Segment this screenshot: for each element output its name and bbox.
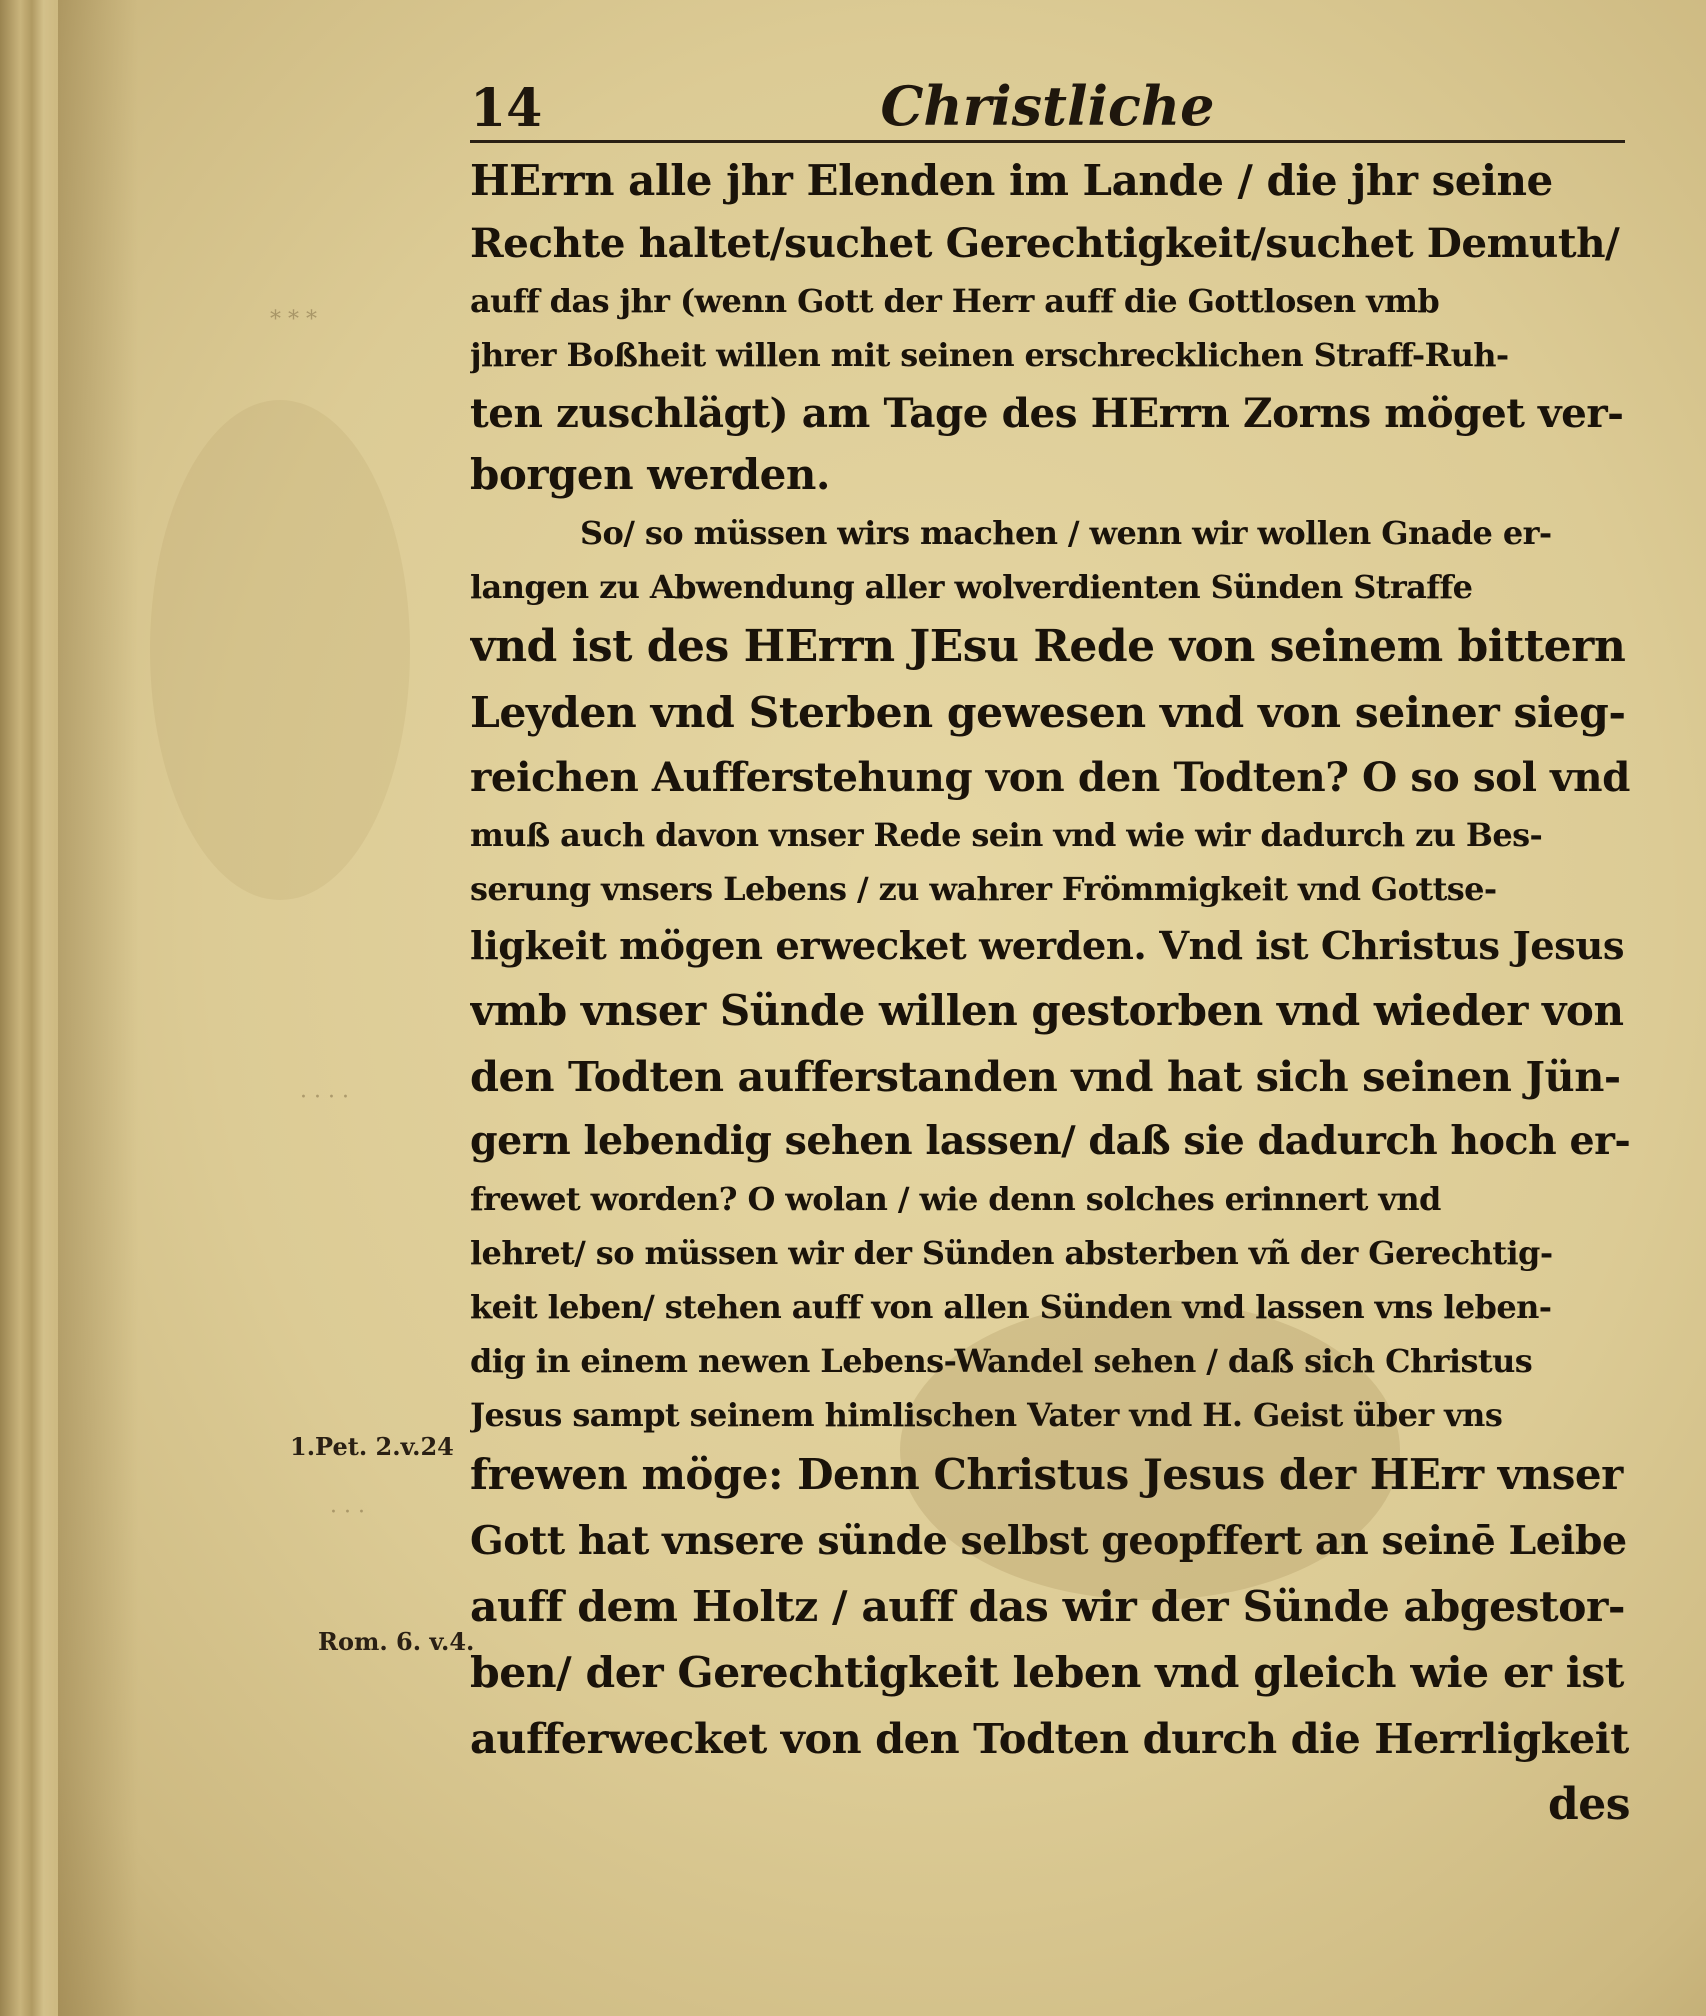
text-line: borgen werden. xyxy=(470,450,831,499)
text-line: auff dem Holtz / auff das wir der Sünde abgestor- xyxy=(470,1582,1625,1632)
text-line: gern lebendig sehen lassen/ daß sie dadurch hoch er- xyxy=(470,1118,1630,1164)
text-line: frewen möge: Denn Christus Jesus der HErr vnser xyxy=(470,1450,1623,1499)
text-line: frewet worden? O wolan / wie denn solches erinnert vnd xyxy=(470,1180,1441,1218)
text-line: lehret/ so müssen wir der Sünden absterben vñ der Gerechtig- xyxy=(470,1234,1553,1272)
text-line: muß auch davon vnser Rede sein vnd wie wir dadurch zu Bes- xyxy=(470,816,1543,854)
text-line: reichen Aufferstehung von den Todten? O so sol vnd xyxy=(470,753,1630,801)
page-number: 14 xyxy=(470,78,543,139)
text-line: ben/ der Gerechtigkeit leben vnd gleich wie er ist xyxy=(470,1648,1624,1698)
text-line: So/ so müssen wirs machen / wenn wir wollen Gnade er- xyxy=(580,514,1552,552)
text-line: vnd ist des HErrn JEsu Rede von seinem bittern xyxy=(470,621,1626,672)
text-line: auff das jhr (wenn Gott der Herr auff die Gottlosen vmb xyxy=(470,282,1440,320)
running-title: Christliche xyxy=(880,74,1215,138)
catchword: des xyxy=(1547,1779,1630,1830)
spine-shadow xyxy=(58,0,138,2016)
page-edge-left xyxy=(0,0,58,2016)
running-head xyxy=(470,70,1625,143)
text-line: Leyden vnd Sterben gewesen vnd von seiner sieg- xyxy=(470,688,1626,738)
text-line: ligkeit mögen erwecket werden. Vnd ist Christus Jesus xyxy=(470,924,1625,969)
text-line: den Todten aufferstanden vnd hat sich seinen Jün- xyxy=(470,1052,1621,1101)
show-through-text: ⁎ ⁎ ⁎ xyxy=(270,300,317,325)
margin-note-rom: Rom. 6. v.4. xyxy=(318,1627,475,1656)
text-line: HErrn alle jhr Elenden im Lande / die jhr seine xyxy=(470,156,1553,205)
show-through-text: · · · xyxy=(330,1500,365,1525)
text-line: serung vnsers Lebens / zu wahrer Frömmigkeit vnd Gottse- xyxy=(470,870,1497,908)
text-line: aufferwecket von den Todten durch die Herrligkeit xyxy=(470,1714,1629,1763)
text-line: Gott hat vnsere sünde selbst geopffert an seinē Leibe xyxy=(470,1518,1627,1564)
body-text xyxy=(470,150,1630,1838)
text-line: langen zu Abwendung aller wolverdienten Sünden Straffe xyxy=(470,568,1473,606)
text-line: jhrer Boßheit willen mit seinen erschrecklichen Straff-Ruh- xyxy=(470,336,1509,374)
text-line: keit leben/ stehen auff von allen Sünden vnd lassen vns leben- xyxy=(470,1288,1552,1326)
text-line: Jesus sampt seinem himlischen Vater vnd H. Geist über vns xyxy=(470,1396,1503,1434)
text-line: Rechte haltet/suchet Gerechtigkeit/suchet Demuth/ xyxy=(470,219,1620,267)
show-through-text: · · · · xyxy=(300,1085,349,1110)
margin-note-pet: 1.Pet. 2.v.24 xyxy=(290,1432,454,1461)
paper-stain xyxy=(150,400,410,900)
text-line: dig in einem newen Lebens-Wandel sehen / daß sich Christus xyxy=(470,1342,1533,1380)
text-line: vmb vnser Sünde willen gestorben vnd wieder von xyxy=(470,986,1624,1035)
text-line: ten zuschlägt) am Tage des HErrn Zorns möget ver- xyxy=(470,389,1624,437)
